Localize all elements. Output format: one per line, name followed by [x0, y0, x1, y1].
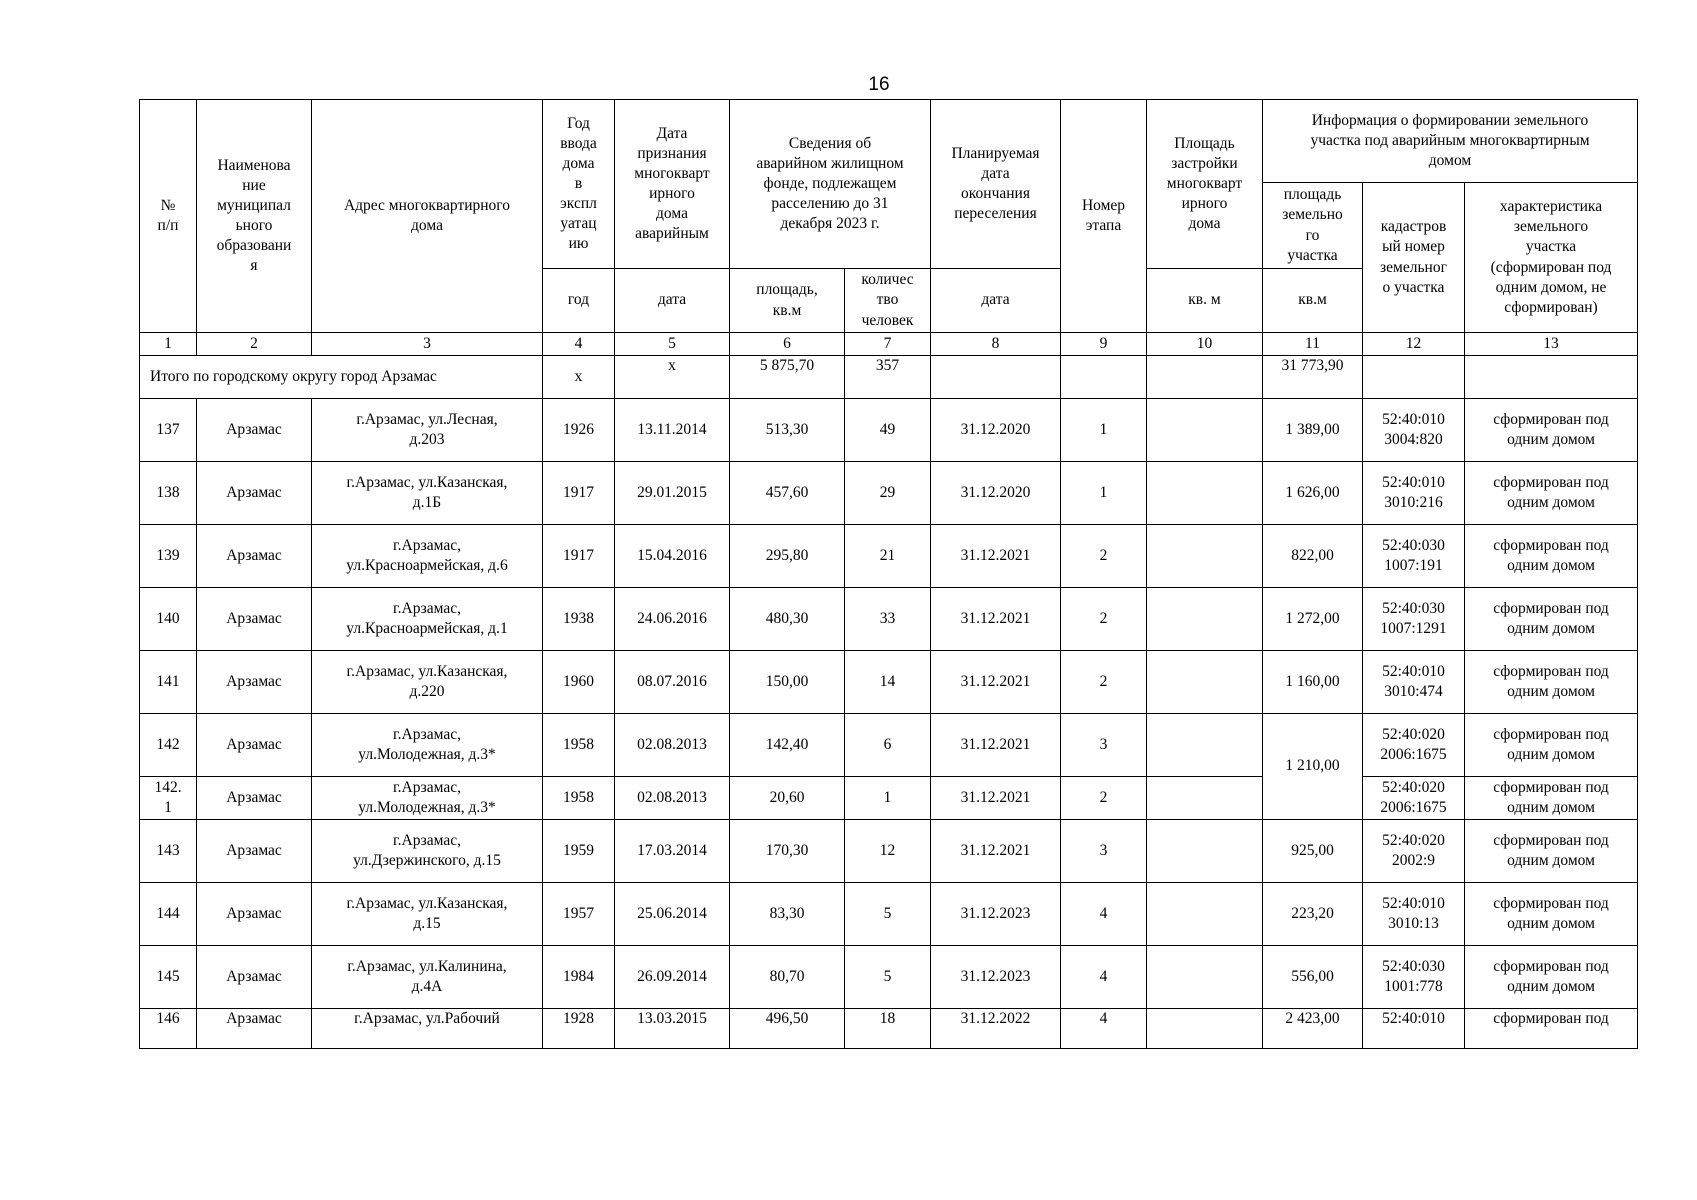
header-land-characteristic: характеристика земельного участка (сформирован под одним домом, не сформирован): [1465, 183, 1638, 333]
row-year-built: 1960: [543, 651, 615, 714]
col-number: 10: [1147, 333, 1263, 356]
row-stage: 2: [1061, 588, 1147, 651]
row-municipality: Арзамас: [197, 588, 312, 651]
header-unit-year: год: [543, 269, 615, 333]
row-area: 20,60: [730, 777, 845, 820]
row-built-area: [1147, 462, 1263, 525]
col-number: 5: [615, 333, 730, 356]
total-planned-date: [931, 356, 1061, 399]
col-number: 6: [730, 333, 845, 356]
row-cadastral: 52:40:010 3010:216: [1363, 462, 1465, 525]
row-address: г.Арзамас, ул.Красноармейская, д.1: [312, 588, 543, 651]
header-emergency-date: Дата признания многокварт ирного дома аварийным: [615, 100, 730, 269]
row-emergency-date: 25.06.2014: [615, 883, 730, 946]
row-number: 141: [140, 651, 197, 714]
col-number: 3: [312, 333, 543, 356]
row-stage: 3: [1061, 820, 1147, 883]
total-row: [140, 356, 1638, 399]
header-year-built: Год ввода дома в экспл уатац ию: [543, 100, 615, 269]
row-area: 496,50: [730, 1009, 845, 1049]
row-area: 170,30: [730, 820, 845, 883]
row-land-characteristic: сформирован под одним домом: [1465, 525, 1638, 588]
row-land-characteristic: сформирован под одним домом: [1465, 820, 1638, 883]
row-emergency-date: 13.11.2014: [615, 399, 730, 462]
row-year-built: 1958: [543, 714, 615, 777]
row-address: г.Арзамас, ул.Казанская, д.15: [312, 883, 543, 946]
total-land-area: 31 773,90: [1263, 356, 1363, 399]
row-address: г.Арзамас, ул.Красноармейская, д.6: [312, 525, 543, 588]
row-address: г.Арзамас, ул.Казанская, д.220: [312, 651, 543, 714]
header-unit-plan-date: дата: [931, 269, 1061, 333]
row-built-area: [1147, 399, 1263, 462]
row-number: 138: [140, 462, 197, 525]
col-number: 11: [1263, 333, 1363, 356]
table-row: [140, 883, 1638, 946]
row-address: г.Арзамас, ул.Лесная, д.203: [312, 399, 543, 462]
row-municipality: Арзамас: [197, 714, 312, 777]
row-stage: 4: [1061, 946, 1147, 1009]
row-land-area: 223,20: [1263, 883, 1363, 946]
row-land-characteristic: сформирован под одним домом: [1465, 588, 1638, 651]
col-number: 4: [543, 333, 615, 356]
row-emergency-date: 02.08.2013: [615, 777, 730, 820]
row-planned-date: 31.12.2021: [931, 525, 1061, 588]
row-people: 6: [845, 714, 931, 777]
row-number: 146: [140, 1009, 197, 1049]
row-people: 49: [845, 399, 931, 462]
row-address: г.Арзамас, ул.Дзержинского, д.15: [312, 820, 543, 883]
row-land-area: 1 389,00: [1263, 399, 1363, 462]
total-area: 5 875,70: [730, 356, 845, 399]
row-number: 145: [140, 946, 197, 1009]
row-cadastral: 52:40:030 1001:778: [1363, 946, 1465, 1009]
row-number: 143: [140, 820, 197, 883]
row-land-area: 822,00: [1263, 525, 1363, 588]
table-row: [140, 820, 1638, 883]
row-cadastral: 52:40:030 1007:191: [1363, 525, 1465, 588]
row-number: 140: [140, 588, 197, 651]
row-year-built: 1928: [543, 1009, 615, 1049]
row-people: 21: [845, 525, 931, 588]
col-number: 2: [197, 333, 312, 356]
col-number: 7: [845, 333, 931, 356]
row-planned-date: 31.12.2020: [931, 462, 1061, 525]
row-land-area: 925,00: [1263, 820, 1363, 883]
row-land-area: 1 160,00: [1263, 651, 1363, 714]
row-planned-date: 31.12.2020: [931, 399, 1061, 462]
row-land-characteristic: сформирован под одним домом: [1465, 946, 1638, 1009]
row-cadastral: 52:40:010 3004:820: [1363, 399, 1465, 462]
row-emergency-date: 15.04.2016: [615, 525, 730, 588]
row-people: 12: [845, 820, 931, 883]
emergency-housing-table: [139, 99, 1638, 1049]
row-municipality: Арзамас: [197, 462, 312, 525]
row-land-characteristic: сформирован под одним домом: [1465, 883, 1638, 946]
row-people: 5: [845, 883, 931, 946]
row-municipality: Арзамас: [197, 525, 312, 588]
row-people: 33: [845, 588, 931, 651]
header-stage: Номер этапа: [1061, 100, 1147, 333]
row-emergency-date: 17.03.2014: [615, 820, 730, 883]
total-date: х: [615, 356, 730, 399]
row-built-area: [1147, 1009, 1263, 1049]
row-land-area: 1 626,00: [1263, 462, 1363, 525]
row-municipality: Арзамас: [197, 399, 312, 462]
total-stage: [1061, 356, 1147, 399]
row-number: 144: [140, 883, 197, 946]
row-number: 139: [140, 525, 197, 588]
header-unit-sqm: кв. м: [1147, 269, 1263, 333]
row-built-area: [1147, 777, 1263, 820]
row-year-built: 1917: [543, 525, 615, 588]
col-number: 1: [140, 333, 197, 356]
row-year-built: 1926: [543, 399, 615, 462]
row-stage: 1: [1061, 399, 1147, 462]
row-number: 137: [140, 399, 197, 462]
header-municipality: Наименова ние муниципал ьного образовани я: [197, 100, 312, 333]
row-built-area: [1147, 946, 1263, 1009]
row-area: 513,30: [730, 399, 845, 462]
row-area: 80,70: [730, 946, 845, 1009]
row-built-area: [1147, 714, 1263, 777]
row-land-characteristic: сформирован под одним домом: [1465, 399, 1638, 462]
row-emergency-date: 29.01.2015: [615, 462, 730, 525]
total-land-characteristic: [1465, 356, 1638, 399]
row-planned-date: 31.12.2021: [931, 588, 1061, 651]
row-cadastral: 52:40:020 2006:1675: [1363, 714, 1465, 777]
row-area: 457,60: [730, 462, 845, 525]
row-number: 142. 1: [140, 777, 197, 820]
row-area: 83,30: [730, 883, 845, 946]
row-year-built: 1959: [543, 820, 615, 883]
row-planned-date: 31.12.2021: [931, 651, 1061, 714]
total-cadastral: [1363, 356, 1465, 399]
row-built-area: [1147, 525, 1263, 588]
header-num: № п/п: [140, 100, 197, 333]
row-municipality: Арзамас: [197, 777, 312, 820]
row-built-area: [1147, 883, 1263, 946]
row-land-area: 1 272,00: [1263, 588, 1363, 651]
row-land-characteristic: сформирован под одним домом: [1465, 462, 1638, 525]
row-land-characteristic: сформирован под одним домом: [1465, 777, 1638, 820]
row-planned-date: 31.12.2022: [931, 1009, 1061, 1049]
table-row: [140, 399, 1638, 462]
header-land-area: площадь земельно го участка: [1263, 183, 1363, 269]
row-people: 29: [845, 462, 931, 525]
row-stage: 4: [1061, 883, 1147, 946]
table-row: [140, 777, 1638, 820]
header-cadastral: кадастров ый номер земельног о участка: [1363, 183, 1465, 333]
col-number: 13: [1465, 333, 1638, 356]
row-municipality: Арзамас: [197, 946, 312, 1009]
row-cadastral: 52:40:030 1007:1291: [1363, 588, 1465, 651]
row-emergency-date: 08.07.2016: [615, 651, 730, 714]
row-planned-date: 31.12.2021: [931, 714, 1061, 777]
row-year-built: 1958: [543, 777, 615, 820]
row-stage: 3: [1061, 714, 1147, 777]
header-planned-date: Планируемая дата окончания переселения: [931, 100, 1061, 269]
row-address: г.Арзамас, ул.Молодежная, д.3*: [312, 777, 543, 820]
table-row: [140, 588, 1638, 651]
header-built-area: Площадь застройки многокварт ирного дома: [1147, 100, 1263, 269]
row-cadastral: 52:40:020 2006:1675: [1363, 777, 1465, 820]
row-year-built: 1957: [543, 883, 615, 946]
row-planned-date: 31.12.2021: [931, 820, 1061, 883]
header-address: Адрес многоквартирного дома: [312, 100, 543, 333]
row-area: 142,40: [730, 714, 845, 777]
table-row: [140, 946, 1638, 1009]
row-cadastral: 52:40:020 2002:9: [1363, 820, 1465, 883]
row-cadastral: 52:40:010: [1363, 1009, 1465, 1049]
row-municipality: Арзамас: [197, 651, 312, 714]
row-stage: 2: [1061, 525, 1147, 588]
row-address: г.Арзамас, ул.Рабочий: [312, 1009, 543, 1049]
table-row: [140, 714, 1638, 777]
row-municipality: Арзамас: [197, 883, 312, 946]
col-number: 12: [1363, 333, 1465, 356]
total-label: Итого по городскому округу город Арзамас: [140, 356, 543, 399]
row-area: 480,30: [730, 588, 845, 651]
header-housing-info: Сведения об аварийном жилищном фонде, подлежащем расселению до 31 декабря 2023 г.: [730, 100, 931, 269]
total-built-area: [1147, 356, 1263, 399]
row-address: г.Арзамас, ул.Калинина, д.4А: [312, 946, 543, 1009]
row-built-area: [1147, 651, 1263, 714]
total-year: х: [543, 356, 615, 399]
row-land-area: 2 423,00: [1263, 1009, 1363, 1049]
row-people: 5: [845, 946, 931, 1009]
row-cadastral: 52:40:010 3010:13: [1363, 883, 1465, 946]
row-municipality: Арзамас: [197, 820, 312, 883]
row-number: 142: [140, 714, 197, 777]
row-stage: 4: [1061, 1009, 1147, 1049]
row-planned-date: 31.12.2021: [931, 777, 1061, 820]
row-area: 150,00: [730, 651, 845, 714]
row-land-characteristic: сформирован под одним домом: [1465, 714, 1638, 777]
table-row: [140, 525, 1638, 588]
row-people: 14: [845, 651, 931, 714]
row-area: 295,80: [730, 525, 845, 588]
row-emergency-date: 26.09.2014: [615, 946, 730, 1009]
row-year-built: 1917: [543, 462, 615, 525]
row-people: 1: [845, 777, 931, 820]
column-numbers-row: [140, 333, 1638, 356]
row-address: г.Арзамас, ул.Молодежная, д.3*: [312, 714, 543, 777]
row-emergency-date: 24.06.2016: [615, 588, 730, 651]
row-planned-date: 31.12.2023: [931, 946, 1061, 1009]
header-unit-date: дата: [615, 269, 730, 333]
header-unit-people: количес тво человек: [845, 269, 931, 333]
row-people: 18: [845, 1009, 931, 1049]
row-emergency-date: 02.08.2013: [615, 714, 730, 777]
table-row: [140, 1009, 1638, 1049]
row-land-area: 1 210,00: [1263, 714, 1363, 820]
header-unit-sqm-land: кв.м: [1263, 269, 1363, 333]
row-year-built: 1938: [543, 588, 615, 651]
table-row: [140, 651, 1638, 714]
total-people: 357: [845, 356, 931, 399]
row-cadastral: 52:40:010 3010:474: [1363, 651, 1465, 714]
row-municipality: Арзамас: [197, 1009, 312, 1049]
row-stage: 2: [1061, 777, 1147, 820]
row-emergency-date: 13.03.2015: [615, 1009, 730, 1049]
col-number: 8: [931, 333, 1061, 356]
row-land-area: 556,00: [1263, 946, 1363, 1009]
row-address: г.Арзамас, ул.Казанская, д.1Б: [312, 462, 543, 525]
header-unit-area: площадь, кв.м: [730, 269, 845, 333]
table-row: [140, 462, 1638, 525]
col-number: 9: [1061, 333, 1147, 356]
row-land-characteristic: сформирован под: [1465, 1009, 1638, 1049]
page-number: 16: [868, 74, 890, 95]
row-built-area: [1147, 588, 1263, 651]
row-stage: 2: [1061, 651, 1147, 714]
header-land-info: Информация о формировании земельного участка под аварийным многоквартирным домом: [1263, 100, 1638, 183]
row-stage: 1: [1061, 462, 1147, 525]
row-planned-date: 31.12.2023: [931, 883, 1061, 946]
row-year-built: 1984: [543, 946, 615, 1009]
row-land-characteristic: сформирован под одним домом: [1465, 651, 1638, 714]
row-built-area: [1147, 820, 1263, 883]
